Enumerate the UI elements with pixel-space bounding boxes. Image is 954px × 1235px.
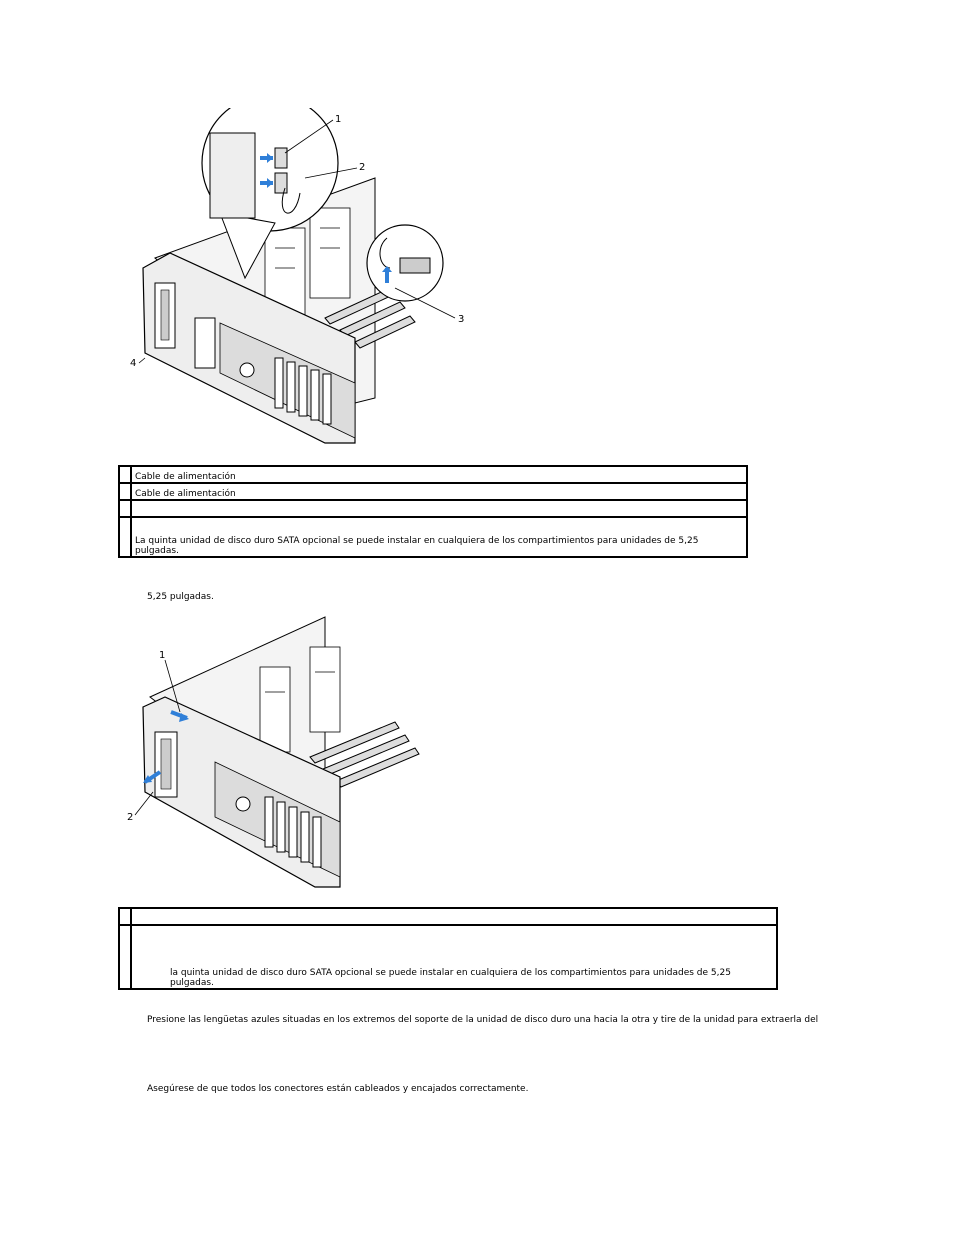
legend-num	[119, 908, 131, 925]
step-check-connectors: Asegúrese de que todos los conectores están cableados y encajados correctamente.	[147, 1084, 529, 1094]
table-row	[119, 925, 777, 989]
step-remove-drive: Presione las lengüetas azules situadas en los extremos del soporte de la unidad de disco duro una hacia la otra y tire de la unidad para extraerla del	[147, 1015, 819, 1025]
legend-num	[119, 483, 131, 500]
callout-1: 1	[335, 114, 342, 125]
table-row	[119, 500, 747, 517]
legend-num	[119, 517, 131, 557]
legend-num	[119, 466, 131, 483]
legend-text: la quinta unidad de disco duro SATA opcional se puede instalar en cualquiera de los compartimientos para unidades de 5,25 pulgadas.	[131, 925, 777, 989]
figure-drive-removal	[125, 612, 425, 892]
legend-table-2	[118, 907, 778, 990]
figure-drive-removal-illustration	[125, 612, 425, 892]
callout-2: 2	[127, 812, 134, 823]
figure-drive-cables-illustration	[125, 108, 475, 453]
table-row	[119, 466, 747, 483]
legend-num	[119, 925, 131, 989]
legend-text: La quinta unidad de disco duro SATA opcional se puede instalar en cualquiera de los compartimientos para unidades de 5,25 pulgadas.	[131, 517, 747, 557]
legend-num	[119, 500, 131, 517]
callout-2: 2	[359, 162, 366, 173]
note-text: 5,25 pulgadas.	[147, 592, 214, 602]
callout-1: 1	[159, 650, 166, 661]
legend-text: Cable de alimentación	[131, 466, 747, 483]
callout-4: 4	[130, 358, 137, 369]
callout-3: 3	[458, 314, 465, 325]
table-row	[119, 517, 747, 557]
table-row	[119, 908, 777, 925]
legend-text: Cable de alimentación	[131, 483, 747, 500]
figure-drive-cables	[125, 108, 475, 453]
legend-table-1	[118, 465, 748, 558]
legend-text	[131, 908, 777, 925]
legend-text	[131, 500, 747, 517]
table-row	[119, 483, 747, 500]
